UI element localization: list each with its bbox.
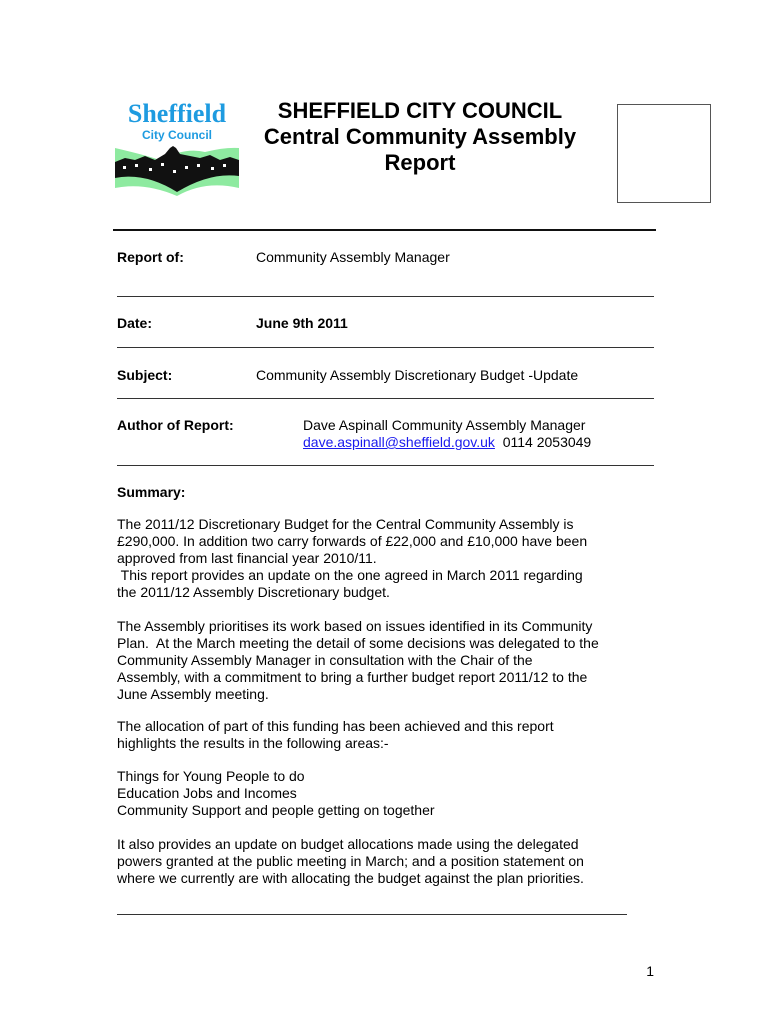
author-phone: 0114 2053049: [502, 434, 592, 450]
report-of-label: Report of:: [117, 249, 184, 265]
text-line: highlights the results in the following areas:-: [117, 735, 389, 751]
list-item: Things for Young People to do: [117, 768, 305, 784]
header-divider: [113, 229, 656, 231]
empty-box: [617, 104, 711, 203]
text-line: where we currently are with allocating the budget against the plan priorities.: [117, 870, 584, 886]
author-value: [303, 417, 591, 451]
subject-value: Community Assembly Discretionary Budget -Update: [256, 367, 579, 383]
text-line: powers granted at the public meeting in March; and a position statement on: [117, 853, 584, 869]
title-line-report: Report: [384, 150, 456, 175]
sheffield-city-council-logo: [115, 100, 239, 196]
divider: [117, 296, 654, 297]
list-item: Education Jobs and Incomes: [117, 785, 297, 801]
author-email-link[interactable]: dave.aspinall@sheffield.gov.uk: [303, 434, 495, 450]
text-line: The allocation of part of this funding has been achieved and this report: [117, 718, 554, 734]
title-line-council: SHEFFIELD CITY COUNCIL: [277, 98, 563, 123]
author-name: Dave Aspinall Community Assembly Manager: [303, 417, 586, 433]
text-line: approved from last financial year 2010/11.: [117, 550, 377, 566]
text-line: the 2011/12 Assembly Discretionary budget.: [117, 584, 390, 600]
divider: [117, 914, 627, 915]
date-label: Date:: [117, 315, 153, 331]
summary-paragraph-2: [117, 618, 662, 703]
divider: [117, 398, 654, 399]
summary-paragraph-1: [117, 516, 662, 601]
focus-areas-list: [117, 768, 662, 819]
text-line: £290,000. In addition two carry forwards of £22,000 and £10,000 have been: [117, 533, 588, 549]
summary-heading: Summary:: [117, 484, 186, 500]
list-item: Community Support and people getting on together: [117, 802, 435, 818]
divider: [117, 347, 654, 348]
text-line: The 2011/12 Discretionary Budget for the Central Community Assembly is: [117, 516, 574, 532]
report-title: [240, 98, 600, 176]
text-line: This report provides an update on the one agreed in March 2011 regarding: [117, 567, 583, 583]
text-line: Community Assembly Manager in consultation with the Chair of the: [117, 652, 533, 668]
date-value: June 9th 2011: [256, 315, 348, 331]
text-line: June Assembly meeting.: [117, 686, 269, 702]
subject-label: Subject:: [117, 367, 173, 383]
text-line: Plan. At the March meeting the detail of some decisions was delegated to the: [117, 635, 599, 651]
title-line-assembly: Central Community Assembly: [263, 124, 577, 149]
summary-paragraph-3: [117, 718, 662, 752]
summary-paragraph-4: [117, 836, 662, 887]
page-number: 1: [646, 963, 654, 979]
logo-text-sheffield: Sheffield: [127, 99, 227, 128]
city-skyline-icon: [115, 146, 239, 196]
author-label: Author of Report:: [117, 417, 234, 433]
logo-text-city-council: City Council: [141, 128, 212, 142]
report-of-value: Community Assembly Manager: [256, 249, 450, 265]
text-line: The Assembly prioritises its work based on issues identified in its Community: [117, 618, 593, 634]
text-line: Assembly, with a commitment to bring a further budget report 2011/12 to the: [117, 669, 588, 685]
text-line: It also provides an update on budget allocations made using the delegated: [117, 836, 579, 852]
divider: [117, 465, 654, 466]
